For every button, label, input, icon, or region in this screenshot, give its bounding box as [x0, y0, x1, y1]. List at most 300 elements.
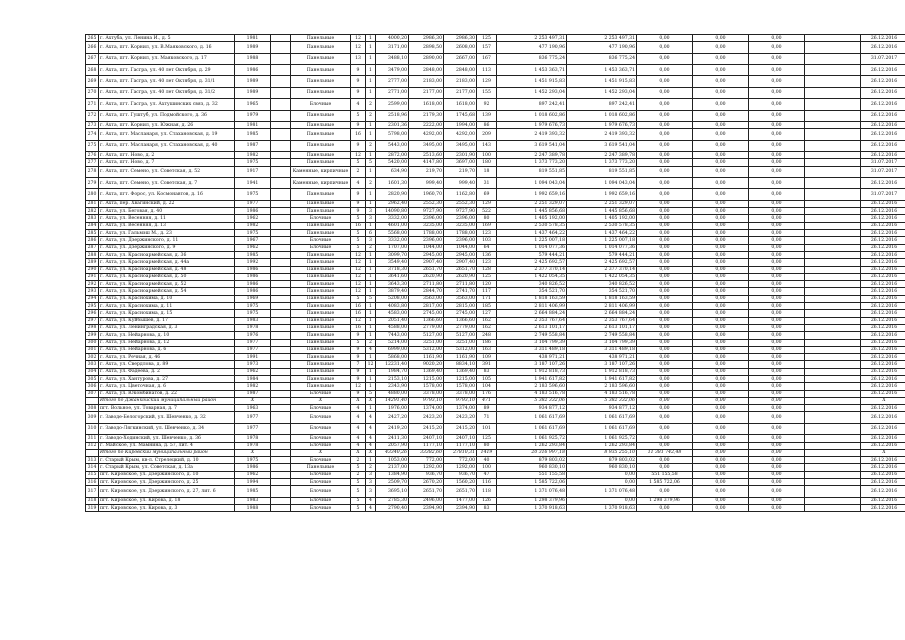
- address-cell: г. Ахтуба, ул. Ленина И., д. 5: [99, 35, 235, 42]
- residents-cell: 125: [477, 35, 497, 42]
- local-budget-cell: 0,00: [693, 376, 749, 383]
- entrances-cell: X: [366, 449, 376, 456]
- blank-cell: [805, 122, 861, 129]
- budget-cost-cell: 0,00: [637, 354, 693, 361]
- total-area-cell: 3695,10: [376, 486, 409, 497]
- row-number: 308: [86, 405, 99, 412]
- blank-cell: [805, 65, 861, 76]
- fund-cost-cell: 2 247 389,78: [567, 152, 637, 159]
- blank-cell: [805, 87, 861, 98]
- wall-material-cell: Блочные: [291, 390, 351, 397]
- row-number: 304: [86, 368, 99, 375]
- year-cell: 1986: [235, 273, 271, 280]
- total-area-cell: 5420,00: [376, 159, 409, 166]
- fund-cost-cell: 879 803,02: [567, 457, 637, 464]
- table-row: [86, 303, 905, 310]
- year-cell: 1985: [235, 129, 271, 140]
- living-area-cell: 1177,10: [409, 442, 444, 449]
- living-area-cell: 3378,00: [409, 390, 444, 397]
- budget-cost-cell: 0,00: [637, 295, 693, 302]
- address-cell: Итого по Джанкойский муниципальный район: [99, 397, 235, 404]
- row-number: 289: [86, 259, 99, 266]
- blank-cell: [271, 35, 291, 42]
- blank-cell: [271, 479, 291, 486]
- budget-cost-cell: 0,00: [637, 486, 693, 497]
- year-cell: X: [235, 397, 271, 404]
- blank-cell: [271, 42, 291, 53]
- fund-cost-cell: 934 877,12: [567, 405, 637, 412]
- local-budget-cell: 0,00: [693, 310, 749, 317]
- fund-cost-cell: 1 262 293,84: [567, 442, 637, 449]
- total-area-cell: 3332,00: [376, 237, 409, 244]
- total-area-cell: 4083,80: [376, 303, 409, 310]
- total-cost-cell: 1 992 659,16: [497, 189, 567, 200]
- owners-cost-cell: 0,00: [749, 368, 805, 375]
- fund-cost-cell: 2 253 497,31: [567, 35, 637, 42]
- floors-cell: X: [351, 449, 366, 456]
- date-cell: 26.12.2016: [861, 222, 905, 229]
- living-area-cell: 3495,00: [409, 140, 444, 151]
- budget-cost-cell: 11 381 742,48: [637, 449, 693, 456]
- residential-area-cell: 3495,00: [444, 140, 477, 151]
- blank-cell: [805, 486, 861, 497]
- blank-cell: [271, 295, 291, 302]
- date-cell: 26.12.2016: [861, 273, 905, 280]
- row-number: 314: [86, 464, 99, 471]
- total-cost-cell: 3 187 107,26: [497, 361, 567, 368]
- owners-cost-cell: 0,00: [749, 251, 805, 258]
- living-area-cell: 1215,00: [409, 376, 444, 383]
- budget-cost-cell: 0,00: [637, 288, 693, 295]
- wall-material-cell: Панельные: [291, 339, 351, 346]
- local-budget-cell: 0,00: [693, 110, 749, 121]
- row-number: 307: [86, 390, 99, 397]
- table-row: [86, 237, 905, 244]
- residential-area-cell: 1161,90: [444, 354, 477, 361]
- address-cell: г. Ахта, ул. Дзержинского, д. 11: [99, 237, 235, 244]
- address-cell: г. Ахта, ул. Свердлова, д. 89: [99, 361, 235, 368]
- entrances-cell: 1: [366, 317, 376, 324]
- owners-cost-cell: 0,00: [749, 189, 805, 200]
- budget-cost-cell: 0,00: [637, 166, 693, 177]
- living-area-cell: 999,40: [409, 178, 444, 189]
- floors-cell: 9: [351, 140, 366, 151]
- row-number: 275: [86, 140, 99, 151]
- budget-cost-cell: 0,00: [637, 339, 693, 346]
- blank-cell: [271, 222, 291, 229]
- address-cell: г. Ахта, пгт. Ново, д. 7: [99, 159, 235, 166]
- total-cost-cell: 477 190,96: [497, 42, 567, 53]
- budget-cost-cell: 0,00: [637, 332, 693, 339]
- total-area-cell: 2777,00: [376, 76, 409, 87]
- budget-cost-cell: 0,00: [637, 361, 693, 368]
- date-cell: 26.12.2016: [861, 266, 905, 273]
- fund-cost-cell: 1 992 659,16: [567, 189, 637, 200]
- fund-cost-cell: 354 521,70: [567, 288, 637, 295]
- owners-cost-cell: 0,00: [749, 110, 805, 121]
- residential-area-cell: 2301,90: [444, 152, 477, 159]
- year-cell: 1986: [235, 288, 271, 295]
- total-cost-cell: 2 251 329,07: [497, 200, 567, 207]
- entrances-cell: 2: [366, 464, 376, 471]
- blank-cell: [805, 435, 861, 442]
- owners-cost-cell: 0,00: [749, 346, 805, 353]
- local-budget-cell: 0,00: [693, 87, 749, 98]
- residents-cell: 31: [477, 178, 497, 189]
- residents-cell: 116: [477, 479, 497, 486]
- year-cell: 1962: [235, 244, 271, 251]
- year-cell: 1976: [235, 332, 271, 339]
- blank-cell: [271, 259, 291, 266]
- entrances-cell: 3: [366, 237, 376, 244]
- blank-cell: [805, 159, 861, 166]
- row-number: 283: [86, 215, 99, 222]
- blank-cell: [271, 397, 291, 404]
- blank-cell: [271, 273, 291, 280]
- budget-cost-cell: 1 585 722,06: [637, 479, 693, 486]
- table-row: [86, 339, 905, 346]
- residential-area-cell: 5127,00: [444, 332, 477, 339]
- table-row: [86, 140, 905, 151]
- address-cell: г. Ахта, пгт. Ново, д. 2: [99, 152, 235, 159]
- subtotal-row: [86, 449, 905, 456]
- local-budget-cell: 0,00: [693, 471, 749, 478]
- blank-cell: [271, 266, 291, 273]
- floors-cell: 9: [351, 122, 366, 129]
- wall-material-cell: Панельные: [291, 310, 351, 317]
- blank-cell: [271, 53, 291, 64]
- residents-cell: 186: [477, 339, 497, 346]
- floors-cell: 5: [351, 479, 366, 486]
- year-cell: 1989: [235, 76, 271, 87]
- blank-cell: [271, 376, 291, 383]
- address-cell: г. Ахта, ул. Беговая, д. 40: [99, 208, 235, 215]
- address-cell: г. Ахта, ул. Красноармейская, д. 50: [99, 273, 235, 280]
- wall-material-cell: Панельные: [291, 295, 351, 302]
- living-area-cell: 2552,30: [409, 200, 444, 207]
- fund-cost-cell: 1 014 077,36: [567, 244, 637, 251]
- local-budget-cell: 0,00: [693, 324, 749, 331]
- total-cost-cell: 1 298 379,96: [497, 497, 567, 504]
- residential-area-cell: 1788,00: [444, 230, 477, 237]
- owners-cost-cell: 0,00: [749, 405, 805, 412]
- total-cost-cell: 1 405 192,00: [497, 215, 567, 222]
- table-row: [86, 65, 905, 76]
- entrances-cell: 1: [366, 129, 376, 140]
- wall-material-cell: Блочные: [291, 479, 351, 486]
- table-row: [86, 76, 905, 87]
- entrances-cell: 2: [366, 110, 376, 121]
- year-cell: 1975: [235, 457, 271, 464]
- total-area-cell: 3332,00: [376, 215, 409, 222]
- address-cell: г. Ахта, ул. Красноармейская, д. 48: [99, 266, 235, 273]
- residents-cell: 128: [477, 266, 497, 273]
- budget-cost-cell: 0,00: [637, 324, 693, 331]
- wall-material-cell: Панельные: [291, 140, 351, 151]
- total-cost-cell: 438 971,21: [497, 354, 567, 361]
- budget-cost-cell: 1 298 379,96: [637, 497, 693, 504]
- residents-cell: 83: [477, 505, 497, 512]
- entrances-cell: 3: [366, 208, 376, 215]
- wall-material-cell: X: [291, 449, 351, 456]
- total-area-cell: 4880,00: [376, 390, 409, 397]
- residential-area-cell: 1044,00: [444, 244, 477, 251]
- residents-cell: 1419: [477, 449, 497, 456]
- wall-material-cell: Панельные: [291, 273, 351, 280]
- local-budget-cell: 0,00: [693, 35, 749, 42]
- table-row: [86, 505, 905, 512]
- year-cell: 1977: [235, 339, 271, 346]
- blank-cell: [271, 486, 291, 497]
- date-cell: 26.12.2016: [861, 244, 905, 251]
- row-number: 305: [86, 376, 99, 383]
- living-area-cell: 2513,60: [409, 152, 444, 159]
- total-area-cell: 2962,40: [376, 200, 409, 207]
- fund-cost-cell: 3 187 107,26: [567, 361, 637, 368]
- blank-cell: [271, 99, 291, 110]
- floors-cell: 9: [351, 376, 366, 383]
- living-area-cell: 1618,00: [409, 99, 444, 110]
- year-cell: 1991: [235, 354, 271, 361]
- date-cell: 26.12.2016: [861, 505, 905, 512]
- year-cell: 1983: [235, 497, 271, 504]
- year-cell: 1982: [235, 222, 271, 229]
- floors-cell: 4: [351, 423, 366, 434]
- local-budget-cell: 0,00: [693, 303, 749, 310]
- row-number: 296: [86, 310, 99, 317]
- blank-cell: [271, 390, 291, 397]
- row-number: 274: [86, 129, 99, 140]
- living-area-cell: 9727,90: [409, 208, 444, 215]
- year-cell: 1989: [235, 87, 271, 98]
- local-budget-cell: 0,00: [693, 346, 749, 353]
- fund-cost-cell: 4 183 516,78: [567, 390, 637, 397]
- blank-cell: [271, 110, 291, 121]
- blank-cell: [805, 332, 861, 339]
- living-area-cell: 936,70: [409, 471, 444, 478]
- wall-material-cell: Панельные: [291, 317, 351, 324]
- address-cell: г. Заводо-Лягкинский, ул. Шевченко, д. 34: [99, 423, 235, 434]
- floors-cell: 12: [351, 288, 366, 295]
- table-row: [86, 178, 905, 189]
- local-budget-cell: 0,00: [693, 505, 749, 512]
- residential-area-cell: 2423,20: [444, 412, 477, 423]
- fund-cost-cell: 1 094 043,04: [567, 178, 637, 189]
- residential-area-cell: 9727,90: [444, 208, 477, 215]
- blank-cell: [805, 405, 861, 412]
- living-area-cell: 2986,30: [409, 35, 444, 42]
- residential-area-cell: 2848,00: [444, 65, 477, 76]
- local-budget-cell: 0,00: [693, 390, 749, 397]
- address-cell: г. Ахта, пгт. Корнил, ул. В.Маяковского, д. 16: [99, 42, 235, 53]
- floors-cell: 12: [351, 317, 366, 324]
- residents-cell: 71: [477, 412, 497, 423]
- entrances-cell: 4: [366, 346, 376, 353]
- date-cell: 26.12.2016: [861, 200, 905, 207]
- year-cell: 1983: [235, 317, 271, 324]
- date-cell: 26.12.2016: [861, 332, 905, 339]
- fund-cost-cell: 3 311 489,18: [567, 346, 637, 353]
- date-cell: 26.12.2016: [861, 405, 905, 412]
- owners-cost-cell: 0,00: [749, 303, 805, 310]
- entrances-cell: 1: [366, 266, 376, 273]
- address-cell: г. Ахта, ул. Нейарнова, д. 6: [99, 346, 235, 353]
- year-cell: 1978: [235, 442, 271, 449]
- year-cell: 1987: [235, 140, 271, 151]
- fund-cost-cell: 2 183 596,60: [567, 383, 637, 390]
- address-cell: пгт. Кировское, ул. Дзержинского, д. 25: [99, 479, 235, 486]
- entrances-cell: 5: [366, 159, 376, 166]
- residents-cell: 103: [477, 237, 497, 244]
- total-area-cell: 1053,00: [376, 457, 409, 464]
- table-row: [86, 159, 905, 166]
- total-area-cell: 2301,36: [376, 122, 409, 129]
- entrances-cell: 1: [366, 152, 376, 159]
- date-cell: X: [861, 397, 905, 404]
- entrances-cell: 3: [366, 215, 376, 222]
- floors-cell: 9: [351, 332, 366, 339]
- budget-cost-cell: 0,00: [637, 317, 693, 324]
- fund-cost-cell: 0,00: [567, 497, 637, 504]
- date-cell: 26.12.2016: [861, 259, 905, 266]
- living-area-cell: 2711,80: [409, 281, 444, 288]
- entrances-cell: 3: [366, 486, 376, 497]
- owners-cost-cell: 0,00: [749, 361, 805, 368]
- floors-cell: 16: [351, 324, 366, 331]
- local-budget-cell: 0,00: [693, 288, 749, 295]
- owners-cost-cell: 0,00: [749, 317, 805, 324]
- living-area-cell: 2496,00: [409, 497, 444, 504]
- local-budget-cell: 0,00: [693, 222, 749, 229]
- blank-cell: [271, 65, 291, 76]
- blank-cell: [805, 354, 861, 361]
- entrances-cell: 1: [366, 200, 376, 207]
- residential-area-cell: 1994,00: [444, 122, 477, 129]
- total-area-cell: 4588,00: [376, 324, 409, 331]
- table-row: [86, 251, 905, 258]
- entrances-cell: 4: [366, 412, 376, 423]
- blank-cell: [271, 405, 291, 412]
- blank-cell: [271, 281, 291, 288]
- blank-cell: [271, 457, 291, 464]
- blank-cell: [271, 200, 291, 207]
- total-area-cell: 2599,00: [376, 99, 409, 110]
- blank-cell: [271, 464, 291, 471]
- blank-cell: [805, 251, 861, 258]
- owners-cost-cell: 0,00: [749, 339, 805, 346]
- date-cell: 26.12.2016: [861, 361, 905, 368]
- local-budget-cell: 0,00: [693, 295, 749, 302]
- residential-area-cell: 2815,00: [444, 303, 477, 310]
- row-number: 286: [86, 237, 99, 244]
- living-area-cell: 1292,00: [409, 464, 444, 471]
- total-cost-cell: 4 183 516,78: [497, 390, 567, 397]
- wall-material-cell: Панельные: [291, 42, 351, 53]
- wall-material-cell: Панельные: [291, 230, 351, 237]
- residential-area-cell: 3235,00: [444, 222, 477, 229]
- residential-area-cell: 2407,10: [444, 435, 477, 442]
- entrances-cell: 2: [366, 244, 376, 251]
- total-area-cell: 2872,00: [376, 152, 409, 159]
- table-row: [86, 486, 905, 497]
- entrances-cell: 5: [366, 295, 376, 302]
- blank-cell: [271, 215, 291, 222]
- address-cell: г. Старый Крым, ул. Советская, д. 13а: [99, 464, 235, 471]
- residents-cell: 123: [477, 230, 497, 237]
- floors-cell: 9: [351, 368, 366, 375]
- wall-material-cell: Каменные, кирпичные: [291, 178, 351, 189]
- address-cell: г. Ахта, пгт. Гуштуб, ул. Подмойского, д. 36: [99, 110, 235, 121]
- address-cell: г. Ахта, ул. Краснохима, д. 10: [99, 295, 235, 302]
- budget-cost-cell: 0,00: [637, 110, 693, 121]
- floors-cell: 2: [351, 457, 366, 464]
- residential-area-cell: 1578,00: [444, 383, 477, 390]
- row-number: 279: [86, 178, 99, 189]
- wall-material-cell: Блочные: [291, 237, 351, 244]
- blank-cell: [805, 412, 861, 423]
- table-row: [86, 87, 905, 98]
- residential-area-cell: 2620,90: [444, 273, 477, 280]
- wall-material-cell: Панельные: [291, 152, 351, 159]
- local-budget-cell: 0,00: [693, 237, 749, 244]
- owners-cost-cell: 0,00: [749, 281, 805, 288]
- blank-cell: [805, 368, 861, 375]
- residential-area-cell: 1374,00: [444, 405, 477, 412]
- fund-cost-cell: 2 613 101,17: [567, 324, 637, 331]
- row-number: 287: [86, 244, 99, 251]
- table-row: [86, 215, 905, 222]
- residents-cell: 100: [477, 152, 497, 159]
- row-number: 290: [86, 266, 99, 273]
- blank-cell: [805, 288, 861, 295]
- local-budget-cell: 0,00: [693, 405, 749, 412]
- date-cell: 26.12.2016: [861, 215, 905, 222]
- fund-cost-cell: 1 979 676,73: [567, 122, 637, 129]
- fund-cost-cell: 2 251 329,07: [567, 200, 637, 207]
- blank-cell: [271, 324, 291, 331]
- year-cell: 1985: [235, 486, 271, 497]
- total-cost-cell: 1 370 918,63: [497, 505, 567, 512]
- total-cost-cell: 3 104 799,39: [497, 339, 567, 346]
- floors-cell: 5: [351, 464, 366, 471]
- entrances-cell: 1: [366, 303, 376, 310]
- wall-material-cell: Панельные: [291, 122, 351, 129]
- budget-cost-cell: 0,00: [637, 346, 693, 353]
- floors-cell: 4: [351, 405, 366, 412]
- floors-cell: 4: [351, 435, 366, 442]
- floors-cell: 9: [351, 346, 366, 353]
- table-row: [86, 129, 905, 140]
- living-area-cell: 2651,70: [409, 266, 444, 273]
- table-row: [86, 324, 905, 331]
- residents-cell: 129: [477, 76, 497, 87]
- floors-cell: 13: [351, 53, 366, 64]
- total-cost-cell: 579 444,21: [497, 251, 567, 258]
- local-budget-cell: 0,00: [693, 159, 749, 166]
- residents-cell: 129: [477, 200, 497, 207]
- blank-cell: [805, 390, 861, 397]
- budget-cost-cell: 0,00: [637, 99, 693, 110]
- year-cell: 1994: [235, 479, 271, 486]
- blank-cell: [805, 449, 861, 456]
- local-budget-cell: 0,00: [693, 497, 749, 504]
- living-area-cell: 5127,00: [409, 332, 444, 339]
- residential-area-cell: 2907,40: [444, 259, 477, 266]
- blank-cell: [805, 230, 861, 237]
- living-area-cell: 2183,00: [409, 76, 444, 87]
- entrances-cell: 4: [366, 435, 376, 442]
- row-number: 276: [86, 152, 99, 159]
